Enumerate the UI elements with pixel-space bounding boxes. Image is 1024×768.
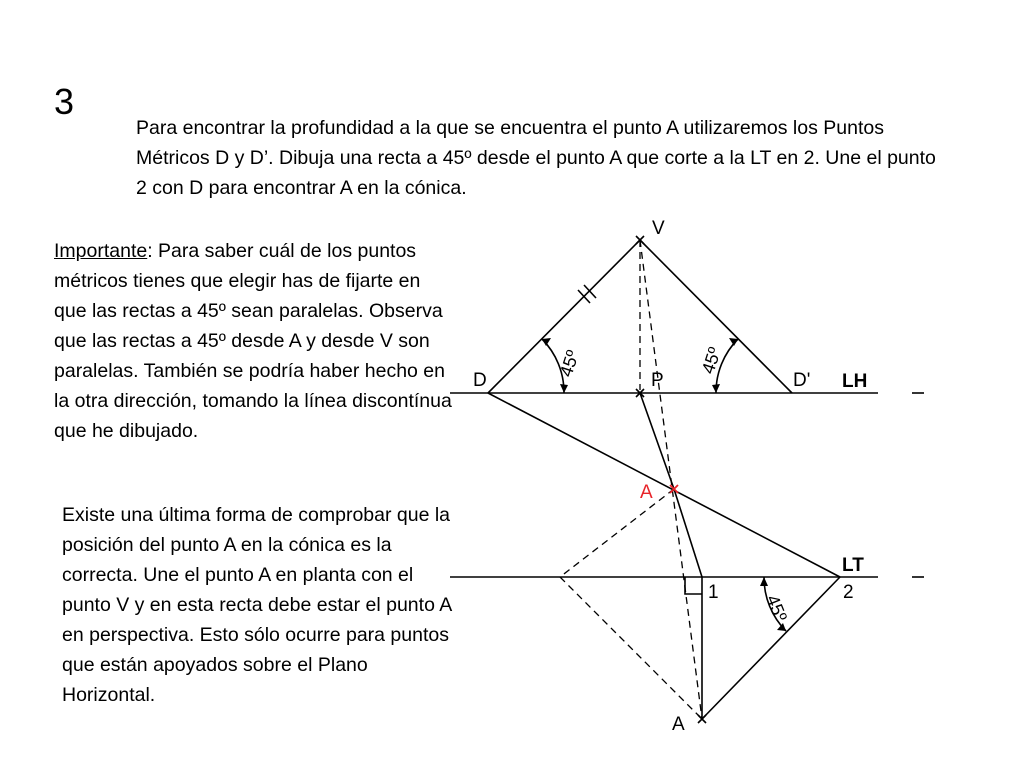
label-lt: LT <box>842 555 864 576</box>
label-d: D <box>473 370 487 391</box>
label-angle-right: 45º <box>697 344 726 377</box>
label-d-prime: D' <box>793 370 811 391</box>
dashed-ground-left-to-a-plan <box>560 577 702 719</box>
important-text: : Para saber cuál de los puntos métricos tienes que elegir has de fijarte en que las rectas a 45º sean paralelas. Observa que las rectas a 45º desde A y desde V son paralelas. También se podría haber hecho en la otra dirección, tomando la línea discontínua que he dibujado. <box>54 240 452 442</box>
label-a-perspective: A <box>640 482 653 503</box>
arrowhead-bottom-top <box>760 577 768 586</box>
right-angle-mark <box>685 577 702 594</box>
important-keyword: Importante <box>54 240 148 262</box>
slide-number: 3 <box>54 81 75 122</box>
label-v: V <box>652 218 665 239</box>
label-lh: LH <box>842 371 868 392</box>
dashed-v-to-a-plan <box>640 240 702 719</box>
label-a-plan: A <box>672 714 685 735</box>
final-note: Existe una última forma de comprobar que la posición del punto A en la cónica es la correcta. Une el punto A en planta con el punto V y en esta recta debe estar el punto A en perspectiva. Esto sólo ocurre para puntos que están apoyados sobre el Plano Horizontal. <box>62 504 452 706</box>
arrowhead-right-bottom <box>712 384 720 393</box>
label-angle-left: 45º <box>555 347 584 380</box>
label-one: 1 <box>708 582 719 603</box>
label-two: 2 <box>843 582 854 603</box>
intro-paragraph: Para encontrar la profundidad a la que se encuentra el punto A utilizaremos los Puntos Métricos D y D’. Dibuja una recta a 45º desde el punto A que corte a la LT en 2. Une el punto 2 con D para encontrar A en la cónica. <box>136 117 936 199</box>
arrowhead-left-top <box>542 338 551 346</box>
arrowhead-right-top <box>729 338 738 346</box>
dashed-a-to-ground-left <box>560 489 674 577</box>
label-p: P <box>651 370 664 391</box>
arrowhead-bottom-end <box>777 623 786 631</box>
arrowhead-left-bottom <box>560 384 568 393</box>
label-angle-bottom: 45º <box>762 592 791 625</box>
